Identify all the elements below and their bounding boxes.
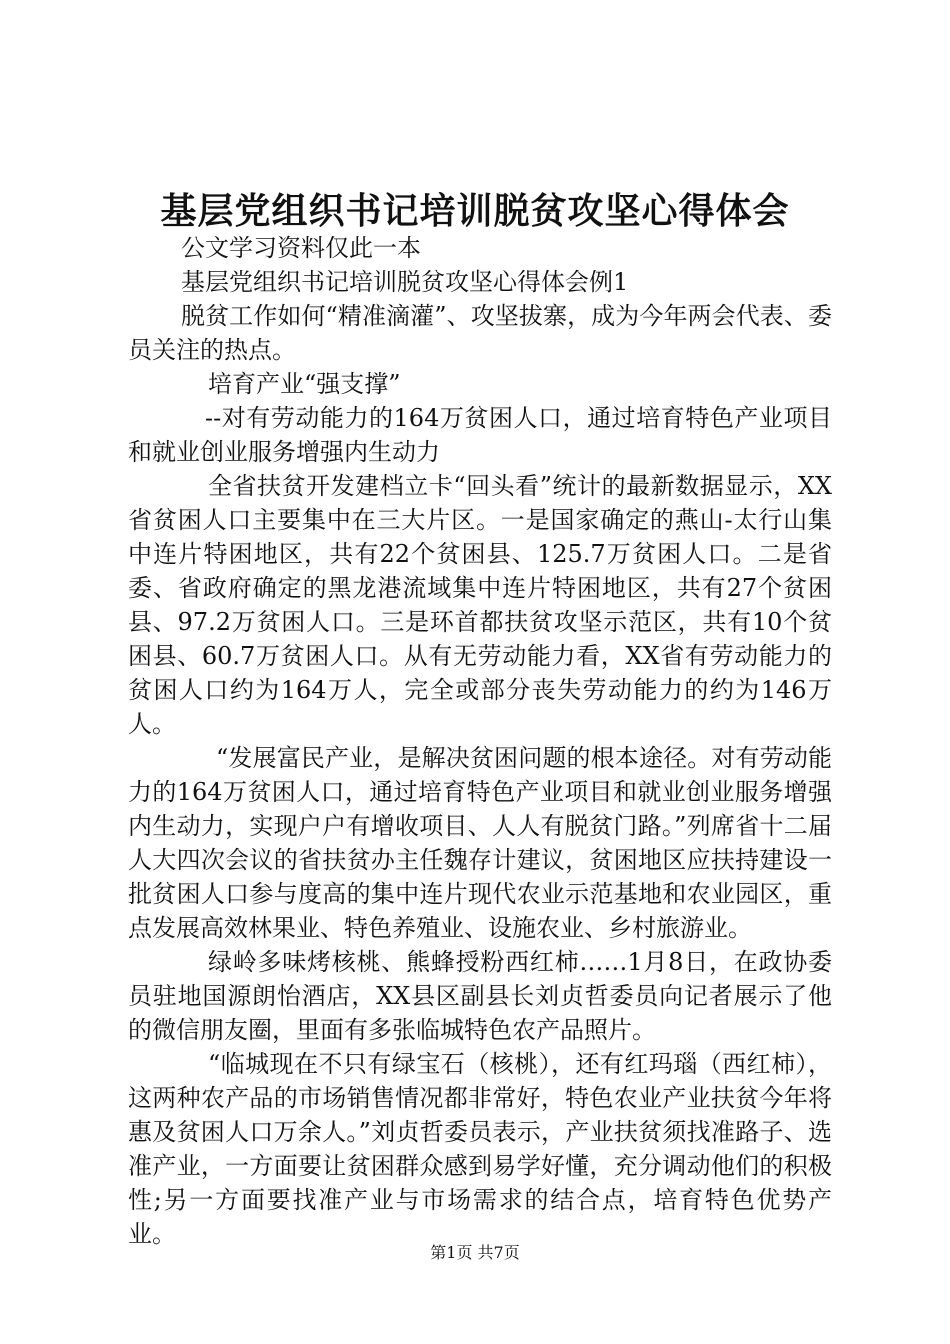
document-body [128,231,832,1251]
paragraph-statistics: 全省扶贫开发建档立卡“回头看”统计的最新数据显示，XX省贫困人口主要集中在三大片区。一是国家确定的燕山-太行山集中连片特困地区，共有22个贫困县、125.7万贫困人口。二是省委、省政府确定的黑龙港流域集中连片特困地区，共有27个贫困县、97.2万贫困人口。三是环首都扶贫攻坚示范区，共有10个贫困县、60.7万贫困人口。从有无劳动能力看，XX省有劳动能力的贫困人口约为164万人，完全或部分丧失劳动能力的约为146万人。 [128,472,832,738]
paragraph-intro: 脱贫工作如何“精准滴灌”、攻坚拔寨，成为今年两会代表、委员关注的热点。 [128,302,832,364]
paragraph-subtitle: 基层党组织书记培训脱贫攻坚心得体会例1 [181,268,629,296]
section-heading: 培育产业“强支撑” [208,370,401,398]
paragraph-source-note: 公文学习资料仅此一本 [181,234,421,262]
page-number: 第1页 共7页 [430,1243,520,1262]
document-title: 基层党组织书记培训脱贫攻坚心得体会 [160,190,790,232]
paragraph-wechat: 绿岭多味烤核桃、熊蜂授粉西红柿……1月8日，在政协委员驻地国源朗怡酒店，XX县区副县长刘贞哲委员向记者展示了他的微信朋友圈，里面有多张临城特色农产品照片。 [128,948,832,1044]
paragraph-lead: --对有劳动能力的164万贫困人口，通过培育特色产业项目和就业创业服务增强内生动力 [128,404,832,466]
paragraph-quote-member: “临城现在不只有绿宝石（核桃），还有红玛瑙（西红柿），这两种农产品的市场销售情况都非常好，特色农业产业扶贫今年将惠及贫困人口万余人。”刘贞哲委员表示，产业扶贫须找准路子、选准产业，一方面要让贫困群众感到易学好懂，充分调动他们的积极性;另一方面要找准产业与市场需求的结合点，培育特色优势产业。 [128,1050,832,1248]
paragraph-quote-director: “发展富民产业，是解决贫困问题的根本途径。对有劳动能力的164万贫困人口，通过培育特色产业项目和就业创业服务增强内生动力，实现户户有增收项目、人人有脱贫门路。”列席省十二届人大四次会议的省扶贫办主任魏存计建议，贫困地区应扶持建设一批贫困人口参与度高的集中连片现代农业示范基地和农业园区，重点发展高效林果业、特色养殖业、设施农业、乡村旅游业。 [128,744,832,942]
